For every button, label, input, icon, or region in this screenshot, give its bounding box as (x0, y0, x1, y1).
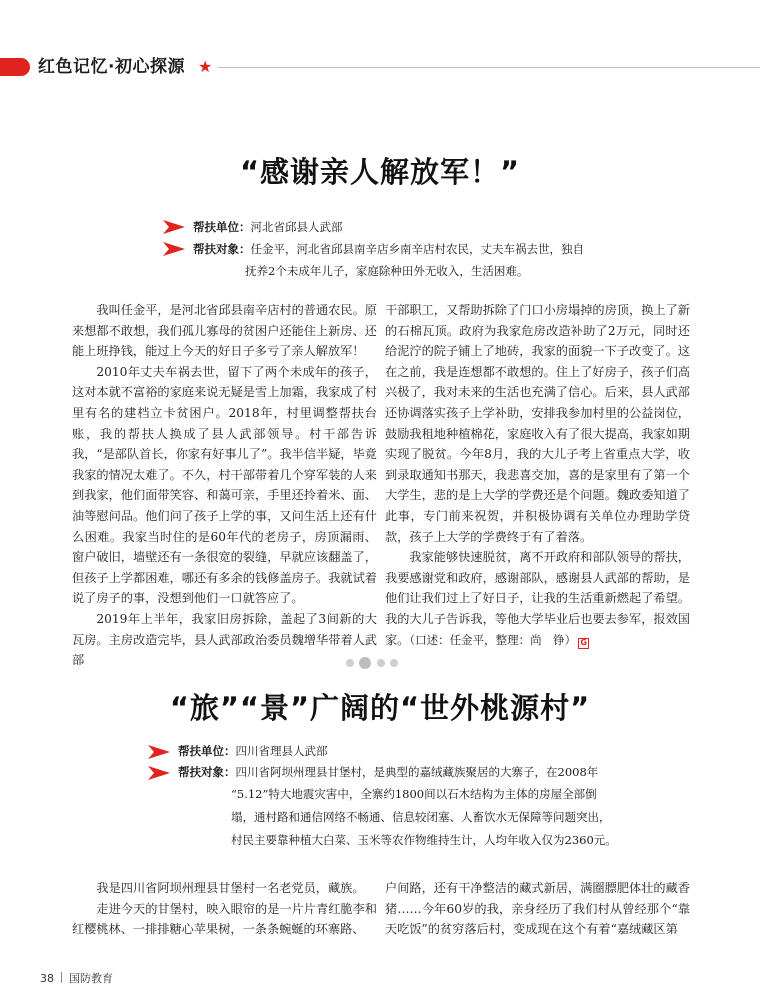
body-paragraph: 干部职工，又帮助拆除了门口小房塌掉的房顶，换上了新的石棉瓦顶。政府为我家危房改造补助了2万元，同时还给泥泞的院子铺上了地砖，我家的面貌一下子改变了。这在之前，我是连想都不敢想的。住上了好房子，孩子们高兴极了，我对未来的生活也充满了信心。后来，县人武部还协调落实孩子上学补助，安排我参加村里的公益岗位，鼓励我租地种植棉花，家庭收入有了很大提高，我家如期实现了脱贫。今年8月，我的大儿子考上省重点大学，收到录取通知书那天，我悲喜交加，喜的是家里有了第一个大学生，悲的是上大学的学费还是个问题。魏政委知道了此事，专门前来祝贺，并积极协调有关单位办理助学贷款，孩子上大学的学费终于有了着落。 (385, 303, 690, 544)
article2-target-row (148, 762, 617, 783)
end-mark-icon: G (578, 638, 589, 649)
article1-column-right (385, 300, 690, 650)
red-arrow-icon (148, 745, 170, 759)
article1-column-left (72, 300, 377, 671)
article2-unit-row (148, 741, 617, 762)
article2-column-left (72, 878, 377, 940)
page-number: 38 (40, 972, 54, 985)
section-accent-bar (0, 58, 30, 76)
target-label: 帮扶对象： (193, 242, 251, 256)
body-paragraph: 2010年丈夫车祸去世，留下了两个未成年的孩子，这对本就不富裕的家庭来说无疑是雪上加霜，我家成了村里有名的建档立卡贫困户。2018年，村里调整帮扶台账，我的帮扶人换成了县人武部领导。村干部告诉我，“是部队首长，你家有好事儿了”。我半信半疑，毕竟我家的情况太难了。不久，村干部带着几个穿军装的人来到我家，他们面带笑容、和蔼可亲，手里还拎着米、面、油等慰问品。他们问了孩子上学的事，又问生活上还有什么困难。我家当时住的是60年代的老房子，房顶漏雨、窗户破旧，墙壁还有一条很宽的裂缝，早就应该翻盖了，但孩子上学都困难，哪还有多余的钱修盖房子。我就试着说了房子的事，没想到他们一口就答应了。 (72, 364, 377, 606)
section-separator-dots (346, 656, 410, 668)
body-paragraph: 2019年上半年，我家旧房拆除，盖起了3间新的大瓦房。主房改造完毕，县人武部政治委员魏增华带着人武部 (72, 611, 377, 668)
target-text-cont: 塌，通村路和通信网络不畅通、信息较闭塞、人畜饮水无保障等问题突出， (231, 810, 611, 824)
body-paragraph: 户间路，还有干净整洁的藏式新居，满圈膘肥体壮的藏香猪……今年60岁的我，亲身经历了我们村从曾经那个“靠天吃饭”的贫穷落后村，变成现在这个有着“嘉绒藏区第 (385, 881, 690, 937)
article1-title: “感谢亲人解放军！” (239, 155, 521, 189)
body-paragraph: 走进今天的甘堡村，映入眼帘的是一片片青红脆李和红樱桃林、一排排糖心苹果树，一条条蜿蜒的环寨路、 (72, 901, 377, 937)
dot (359, 657, 371, 669)
article2-column-right (385, 878, 690, 940)
target-text-cont: 村民主要靠种植大白菜、玉米等农作物维持生计，人均年收入仅为2360元。 (231, 833, 617, 847)
unit-label: 帮扶单位： (178, 744, 236, 758)
article1-target-row (163, 238, 584, 260)
article2-title: “旅”“景”广阔的“世外桃源村” (169, 691, 591, 725)
footer-divider (61, 972, 62, 983)
red-arrow-icon (163, 242, 185, 256)
section-title: 红色记忆·初心探源 (38, 57, 185, 77)
header-divider (218, 67, 760, 68)
target-text-cont: 抚养2个未成年儿子，家庭除种田外无收入，生活困难。 (245, 264, 529, 278)
article2-meta (148, 741, 617, 852)
red-arrow-icon (148, 766, 170, 780)
target-text-cont: “5.12”特大地震灾害中，全寨约1800间以石木结构为主体的房屋全部倒 (231, 787, 597, 801)
magazine-name: 国防教育 (69, 972, 113, 985)
closing-text: 我家能够快速脱贫，离不开政府和部队领导的帮扶，我要感谢党和政府，感谢部队，感谢县人武部的帮助，是他们让我们过上了好日子，让我的生活重新燃起了希望。我的大儿子告诉我，等他大学毕业后也要去参军，报效国家。 (385, 550, 690, 647)
unit-value: 河北省邱县人武部 (250, 220, 343, 234)
unit-value: 四川省理县人武部 (235, 744, 328, 758)
dot (390, 659, 398, 667)
byline: （口述：任金平，整理：尚 铮） (409, 632, 577, 647)
section-header (0, 56, 760, 78)
red-arrow-icon (163, 220, 185, 234)
dot (346, 659, 354, 667)
star-icon: ★ (198, 57, 213, 76)
unit-label: 帮扶单位： (193, 220, 251, 234)
body-paragraph: 我是四川省阿坝州理县甘堡村一名老党员，藏族。 (96, 881, 365, 895)
article1-unit-row (163, 216, 584, 238)
body-paragraph-closing (385, 547, 690, 650)
body-paragraph: 我叫任金平，是河北省邱县南辛店村的普通农民。原来想都不敢想，我们孤儿寡母的贫困户还能住上新房、还能上班挣钱，能过上今天的好日子多亏了亲人解放军！ (72, 303, 377, 359)
target-text: 四川省阿坝州理县甘堡村，是典型的嘉绒藏族聚居的大寨子，在2008年 (235, 765, 599, 779)
article1-meta (163, 216, 584, 282)
target-text: 任金平，河北省邱县南辛店乡南辛店村农民，丈夫车祸去世，独自 (250, 242, 584, 256)
page-footer (40, 970, 113, 986)
target-label: 帮扶对象： (178, 765, 236, 779)
dot (377, 659, 385, 667)
